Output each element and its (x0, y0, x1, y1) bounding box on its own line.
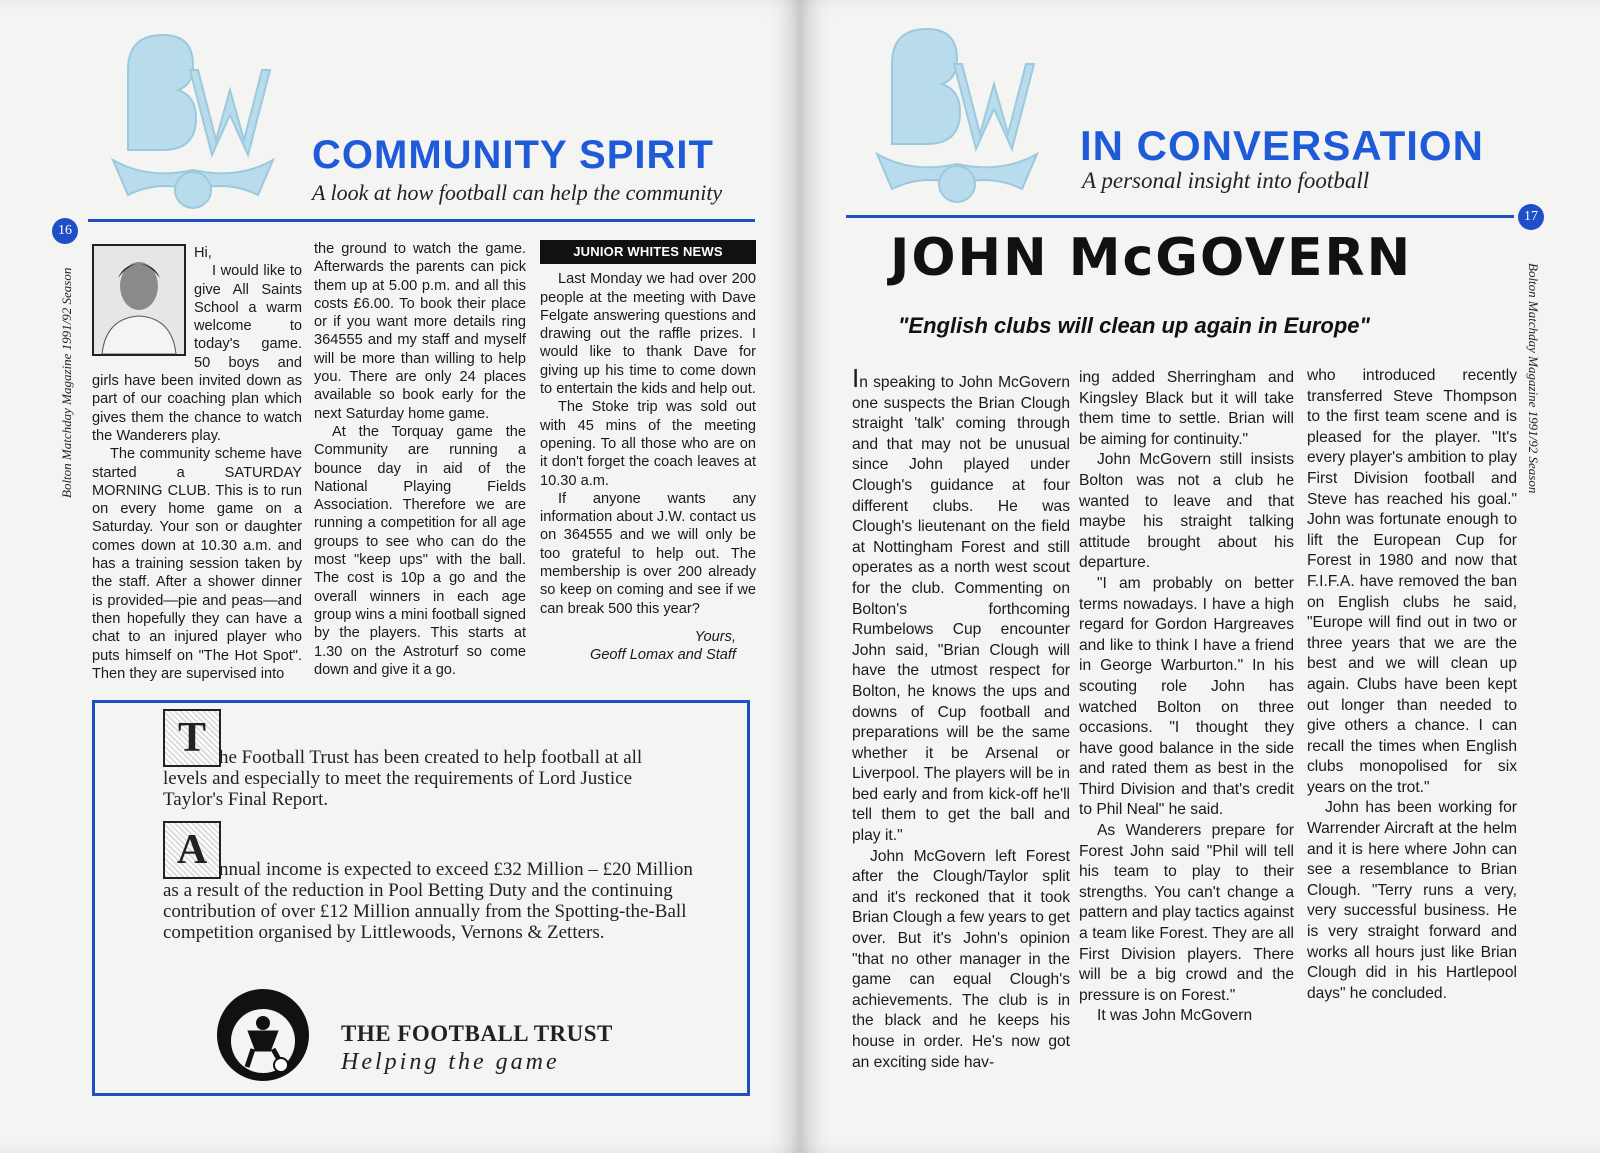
paragraph: Last Monday we had over 200 people at the meeting with Dave Felgate answering questions and drawing out the raffle prizes. I would like to thank Dave for giving up his time to come down to entertain the kids and help out. (540, 271, 756, 398)
article-column-2 (1079, 368, 1294, 1027)
paragraph: The community scheme have started a SATURDAY MORNING CLUB. This is to run on every home game on a Saturday. Your son or daughter comes down at 10.30 a.m. and has a training session taken by the staff. After a shower dinner is provided—pie and peas—and then hopefully they can have a chat to an injured player who puts himself on "The Hot Spot". Then they are supervised into (92, 446, 302, 682)
dropcap-a: A (163, 821, 221, 879)
pull-quote: "English clubs will clean up again in Europe" (898, 313, 1370, 338)
football-trust-box (92, 700, 750, 1096)
trust-paragraph-1 (163, 747, 683, 810)
paragraph: If anyone wants any information about J.W. contact us on 364555 and we will only be too grateful to help out. The membership is over 200 already so keep on coming and see if we can break 500 this year? (540, 490, 756, 617)
paragraph: As Wanderers prepare for Forest John said "Phil will tell his team to play to their strengths. You can't change a pattern and play tactics against a team like Forest. They are all First Division players. There will be a big crowd and the pressure is on Forest." (1079, 822, 1294, 1004)
paragraph (852, 363, 1070, 847)
article-column-1 (852, 363, 1070, 1073)
section-title: IN CONVERSATION (1080, 122, 1484, 169)
paragraph-text: n speaking to John McGovern one suspects the Brian Clough straight 'talk' coming through and that may not be unusual since John played under Clough's guidance at four different clubs. He was Clough's lieutenant on the field at Nottingham Forest and still operates as a north west scout for the club. Commenting on Bolton's forthcoming Rumbelows Cup encounter John said, "Brian Clough will have the utmost respect for Bolton, he knows the ups and downs of Cup football and preparations will be the same whether it be Arsenal or Liverpool. The players will be in bed early and from kick-off he'll tell them to get the ball and play it." (852, 374, 1070, 845)
paragraph: the ground to watch the game. Afterwards the parents can pick them up at 5.00 p.m. and all this costs £6.00. To book their place or if you want more details ring 364555 and my staff and myself will be more than willing to help you. There are only 24 places available so book early for the next Saturday home game. (314, 241, 526, 422)
football-trust-tagline: Helping the game (341, 1049, 560, 1075)
dropcap-t: T (163, 709, 221, 767)
sidebar-caption: Bolton Matchday Magazine 1991/92 Season (1526, 263, 1541, 494)
signoff-yours: Yours, (694, 628, 736, 645)
sidebar-caption: Bolton Matchday Magazine 1991/92 Season (59, 267, 74, 498)
paragraph: John McGovern still insists Bolton was not a club he wanted to leave and that maybe his straight talking attitude brought about his departure. (1079, 451, 1294, 572)
trust-text-1: he Football Trust has been created to help football at all levels and especially to meet the requirements of Lord Justice Taylor's Final Report. (163, 747, 643, 810)
section-title: COMMUNITY SPIRIT (312, 133, 714, 177)
header-rule (846, 215, 1514, 218)
section-subtitle: A look at how football can help the community (312, 180, 723, 205)
article-column-3 (1307, 366, 1517, 1004)
paragraph: I would like to give All Saints School a warm welcome to today's game. 50 boys and girls have been invited down as part of our coaching plan which gives them the chance to watch the Wanderers play. (92, 263, 302, 444)
signoff-name: Geoff Lomax and Staff (589, 647, 736, 664)
club-crest-logo-right (872, 24, 1042, 209)
paragraph: ing added Sherringham and Kingsley Black but it will take them time to settle. Brian will be aiming for continuity." (1079, 369, 1294, 448)
club-crest-logo-left (108, 30, 278, 215)
article-column-1 (92, 244, 302, 683)
paragraph: At the Torquay game the Community are running a bounce day in aid of the National Playing Fields Association. Therefore we are running a competition for all age groups to see who can do the most "keep ups" with the ball. The cost is 10p a go and the overall winners in each age group wins a mini football signed by the players. This starts at 1.30 on the Astroturf so come down and give it a go. (314, 423, 526, 678)
initial-letter: I (852, 363, 860, 393)
page-number: 16 (52, 218, 78, 244)
section-subtitle: A personal insight into football (1082, 168, 1370, 193)
article-column-2 (314, 240, 526, 679)
author-photo (92, 244, 186, 356)
football-trust-logo (213, 985, 313, 1085)
paragraph: It was John McGovern (1097, 1007, 1253, 1025)
trust-text-2: nnual income is expected to exceed £32 Million – £20 Million as a result of the reduction in Pool Betting Duty and the continuing contribution of over £12 Million annually from the Spotting-the-Ball competition organised by Littlewoods, Vernons & Zetters. (163, 859, 693, 943)
greeting: Hi, (194, 245, 212, 261)
page-number: 17 (1518, 204, 1544, 230)
junior-whites-header: JUNIOR WHITES NEWS (540, 240, 756, 264)
football-trust-name: THE FOOTBALL TRUST (341, 1021, 613, 1046)
paragraph: The Stoke trip was sold out with 45 mins of the meeting opening. To all those who are on it don't forget the coach leaves at 10.30 a.m. (540, 399, 756, 489)
paragraph: John McGovern left Forest after the Clough/Taylor split and it's reckoned that it took Brian Clough a few years to get over. But it's John's opinion "that no other manager in the game can equal Clough's achievements. The club is in the black and he keeps his house in order. He's now got an exciting side hav- (852, 847, 1070, 1071)
headline-name: JOHN McGOVERN (890, 228, 1413, 288)
paragraph: who introduced recently transferred Steve Thompson to the first team scene and is pleased for the player. "It's every player's ambition to play First Division football and Steve has reached his goal." John was fortunate enough to lift the European Cup for Forest in 1980 and now that F.I.F.A. have removed the ban on English clubs he said, "Europe will find out in two or three years that we are the best and we will clean up again. Clubs have been kept out longer than needed to give others a chance. I can recall the times when English clubs monopolised for six years on the trot." (1307, 367, 1517, 796)
header-rule (88, 219, 755, 222)
paragraph: John has been working for Warrender Aircraft at the helm and it is here where John can see a resemblance to Brian Clough. "Terry runs a very, very successful business. He is very straight forward and works all hours just like Brian Clough did in his Hartlepool days" he concluded. (1307, 799, 1517, 1002)
right-page (800, 0, 1600, 1153)
trust-paragraph-2 (163, 859, 708, 943)
paragraph: "I am probably on better terms nowadays. I have a high regard for Gordon Hargreaves and like to think I have a friend in George Warburton." In his scouting role John has watched Bolton on three occasions. "I thought they have good balance in the side and rated them as best in the Third Division and that's credit to Phil Neal" he said. (1079, 574, 1294, 819)
article-column-3 (540, 240, 756, 665)
